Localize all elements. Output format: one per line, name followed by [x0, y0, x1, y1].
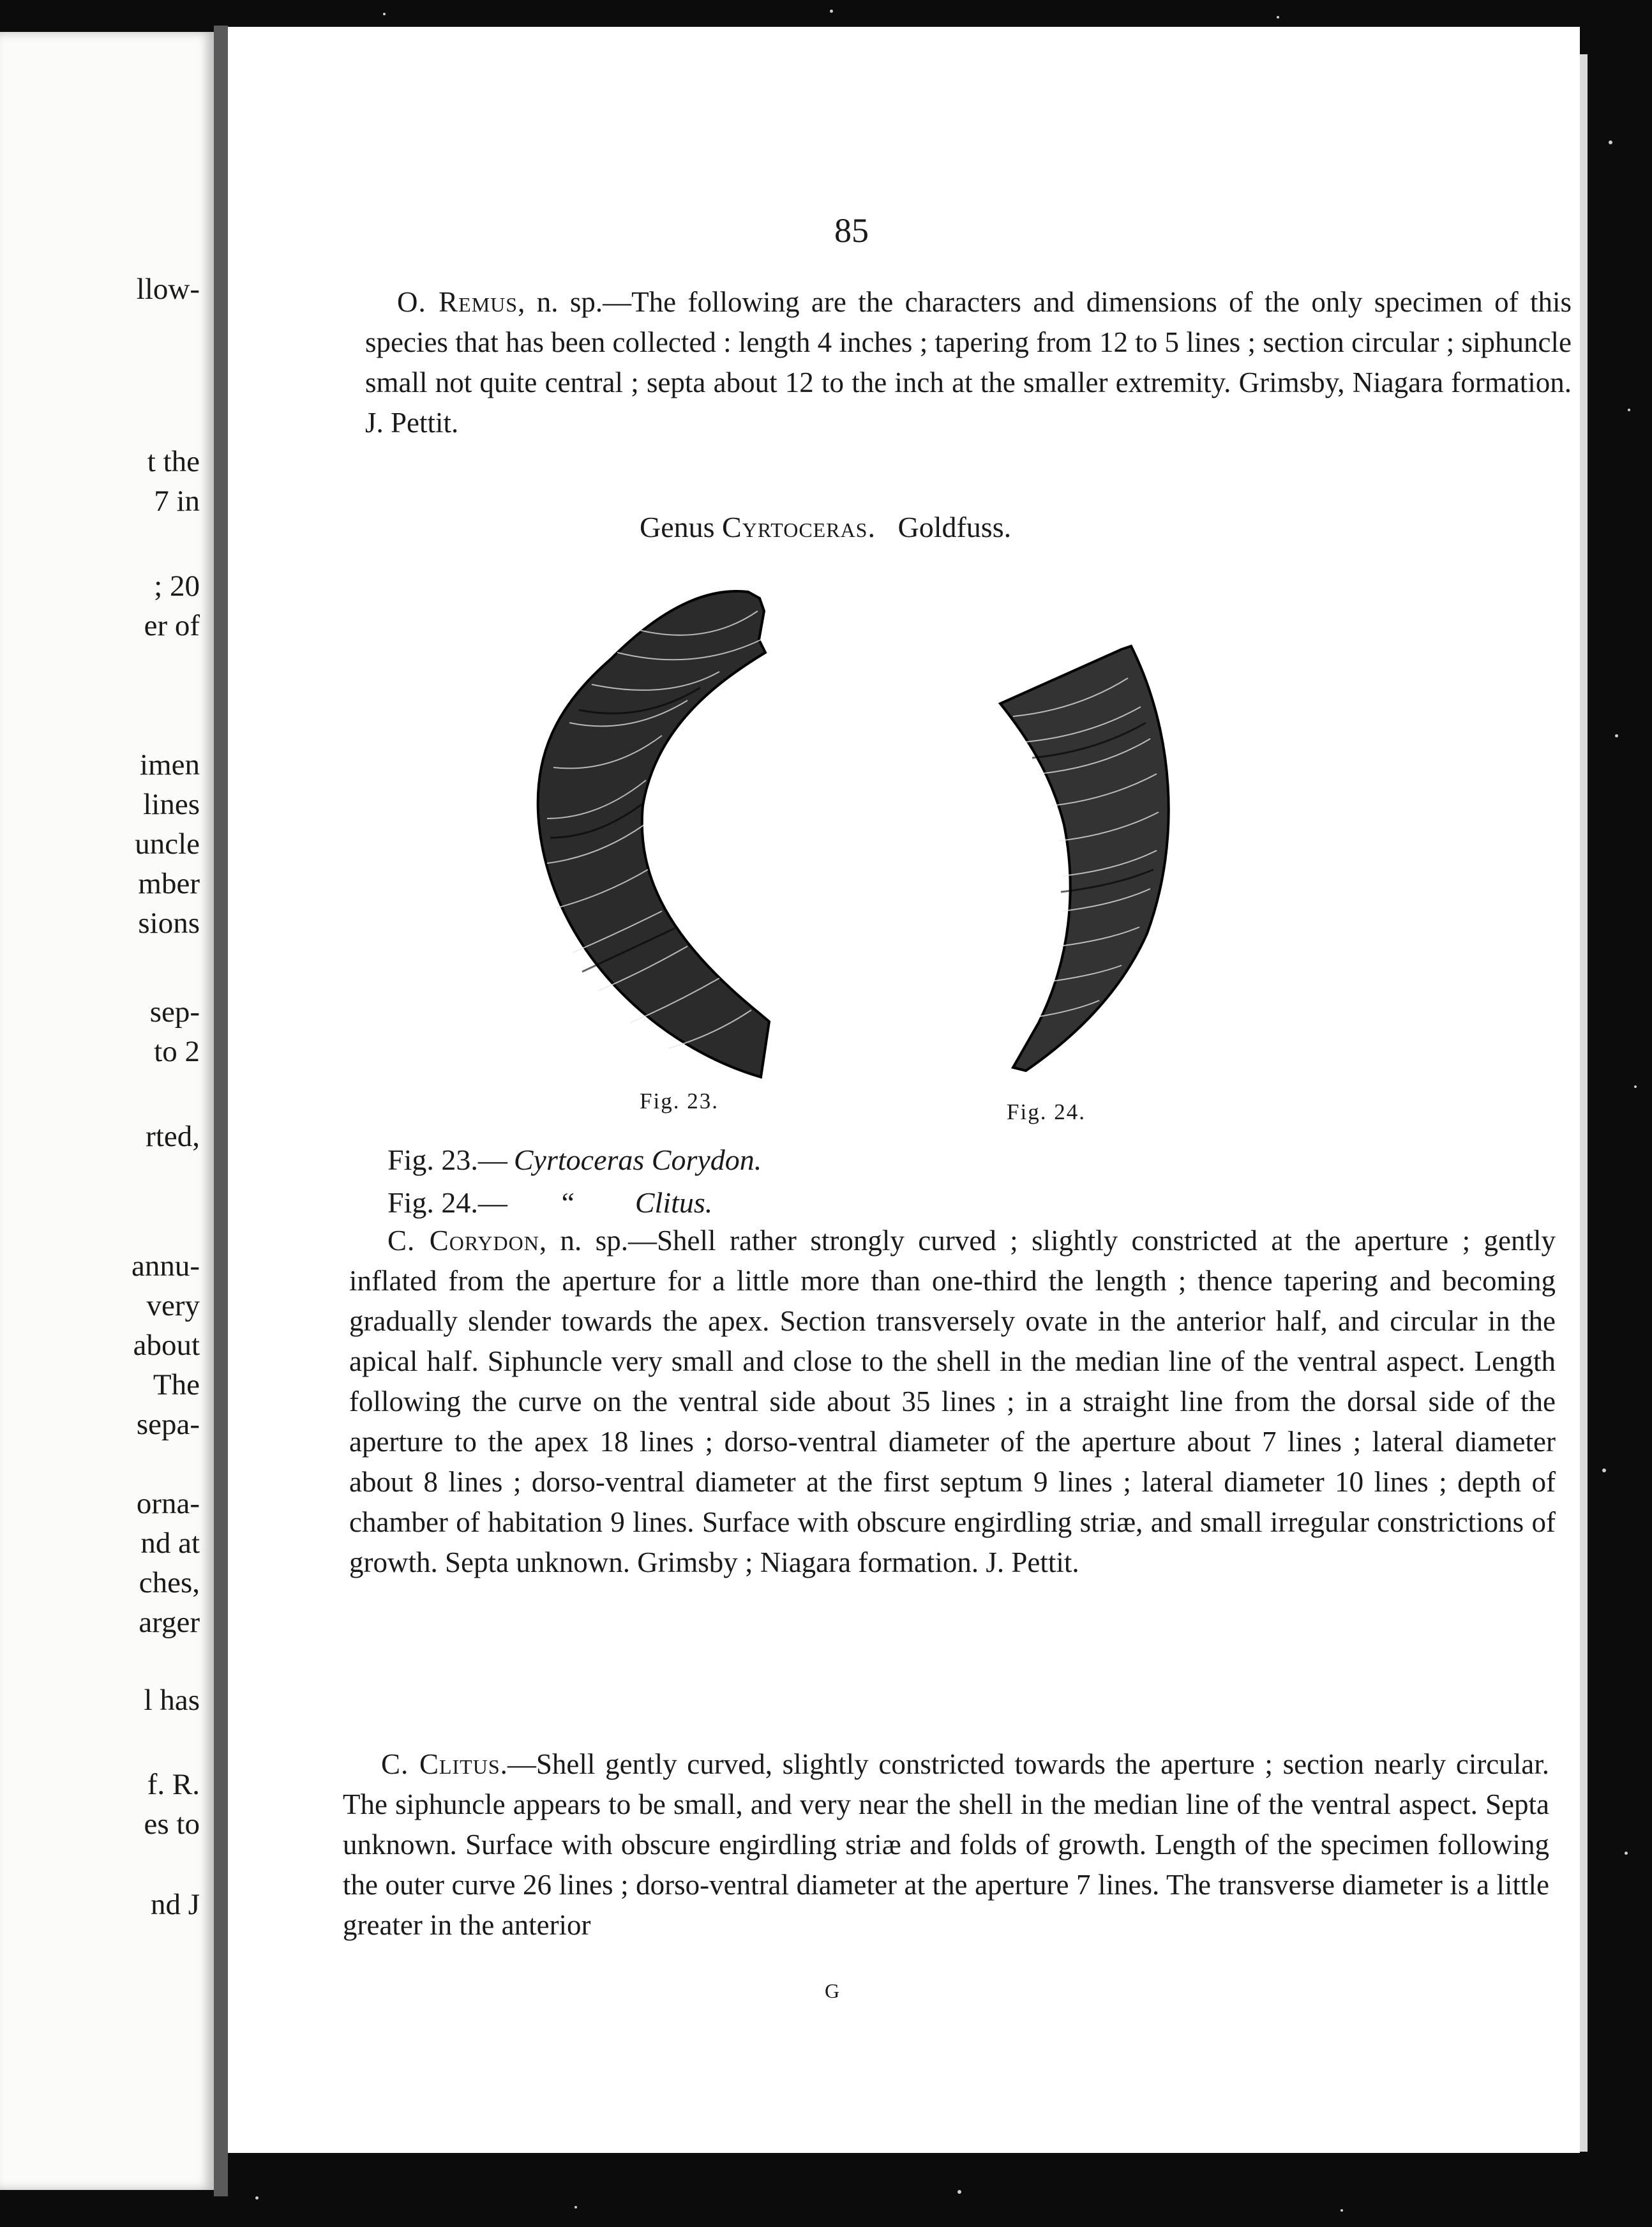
left-page-line: uncle: [135, 827, 200, 861]
caption-fig23-prefix: Fig. 23.—: [387, 1144, 507, 1176]
page-edge: [1580, 54, 1588, 2152]
book-gutter: [214, 26, 228, 2196]
left-page-line: mber: [138, 867, 200, 900]
caption-fig24-name: Clitus.: [635, 1186, 713, 1219]
left-page-line: sep-: [149, 995, 200, 1029]
genus-prefix: Genus: [640, 511, 715, 543]
left-page-line: er of: [144, 609, 200, 642]
paragraph-clitus-text: .—Shell gently curved, slightly constricted towards the aperture ; section nearly circular. The siphuncle appears to be small, and very near the shell in the median line of the ventral aspect. Septa unknown. Surface with obscure engirdling striæ and folds of growth. Length of the specimen following the outer curve 26 lines ; dorso-ventral diameter at the aperture 7 lines. The transverse diameter is a little greater in the anterior: [343, 1748, 1550, 1941]
caption-fig24-ditto: “: [561, 1186, 575, 1219]
left-page-line: to 2: [154, 1035, 200, 1068]
fig24-illustration: [987, 621, 1179, 1080]
left-page-line: annu-: [131, 1249, 200, 1283]
caption-fig23-name: Cyrtoceras Corydon.: [513, 1144, 762, 1176]
left-page-line: nd at: [140, 1527, 200, 1560]
caption-fig23: [387, 1143, 762, 1177]
left-page-line: The: [153, 1368, 200, 1401]
paragraph-corydon-text: , n. sp.—Shell rather strongly curved ; slightly constricted at the aperture ; gently inflated from the aperture for a little more than one-third the length ; thence tapering and becoming gradually slender towards the apex. Section transversely ovate in the anterior half, and circular in the apical half. Siphuncle very small and close to the shell in the median line of the ventral aspect. Length following the curve on the ventral side about 35 lines ; in a straight line from the dorsal side of the aperture to the apex 18 lines ; dorso-ventral diameter of the aperture about 7 lines ; lateral diameter about 8 lines ; dorso-ventral diameter at the first septum 9 lines ; lateral diameter 10 lines ; depth of chamber of habitation 9 lines. Surface with obscure engirdling striæ, and small irregular constrictions of growth. Septa unknown. Grimsby ; Niagara formation. J. Pettit.: [349, 1225, 1556, 1578]
signature-mark: G: [825, 1979, 840, 2002]
page-number: 85: [834, 211, 869, 250]
left-page-line: t the: [147, 445, 200, 478]
species-name-corydon: C. Corydon: [387, 1225, 539, 1257]
paragraph-clitus: [343, 1744, 1549, 1945]
fig24-label: Fig. 24.: [1007, 1099, 1086, 1124]
paragraph-corydon: [349, 1221, 1556, 1583]
fig23-illustration: [502, 563, 777, 1087]
genus-name: Cyrtoceras.: [722, 511, 876, 543]
left-page-line: about: [133, 1329, 200, 1362]
left-page-line: sions: [138, 907, 200, 940]
left-page-line: f. R.: [147, 1768, 200, 1801]
main-page: [228, 27, 1580, 2153]
genus-heading: [640, 510, 1011, 544]
left-page-line: arger: [139, 1606, 200, 1639]
genus-author: Goldfuss.: [897, 511, 1012, 543]
left-facing-page: [0, 32, 214, 2190]
left-page-line: imen: [140, 748, 200, 781]
left-page-line: 7 in: [154, 485, 200, 518]
species-name-remus: O. Remus: [397, 286, 518, 318]
left-page-line: ches,: [139, 1566, 200, 1599]
caption-fig24-prefix: Fig. 24.—: [387, 1186, 507, 1219]
left-page-line: es to: [144, 1808, 200, 1841]
left-page-line: rted,: [146, 1120, 200, 1153]
left-page-line: very: [146, 1289, 200, 1322]
left-page-line: ; 20: [154, 570, 200, 603]
paragraph-remus: [365, 282, 1572, 443]
left-page-line: l has: [144, 1684, 200, 1717]
left-page-line: lines: [143, 788, 200, 821]
caption-fig24: [387, 1186, 712, 1219]
left-page-line: sepa-: [136, 1408, 200, 1441]
left-page-line: llow-: [136, 273, 200, 306]
left-page-line: nd J: [150, 1888, 200, 1921]
paragraph-remus-text: , n. sp.—The following are the characters and dimensions of the only specimen of this species that has been collected : length 4 inches ; tapering from 12 to 5 lines ; section circular ; siphuncle small not quite central ; septa about 12 to the inch at the smaller extremity. Grimsby, Niagara formation. J. Pettit.: [365, 286, 1572, 439]
left-page-line: orna-: [136, 1487, 200, 1520]
fig23-label: Fig. 23.: [640, 1089, 719, 1114]
species-name-clitus: C. Clitus: [381, 1748, 500, 1780]
